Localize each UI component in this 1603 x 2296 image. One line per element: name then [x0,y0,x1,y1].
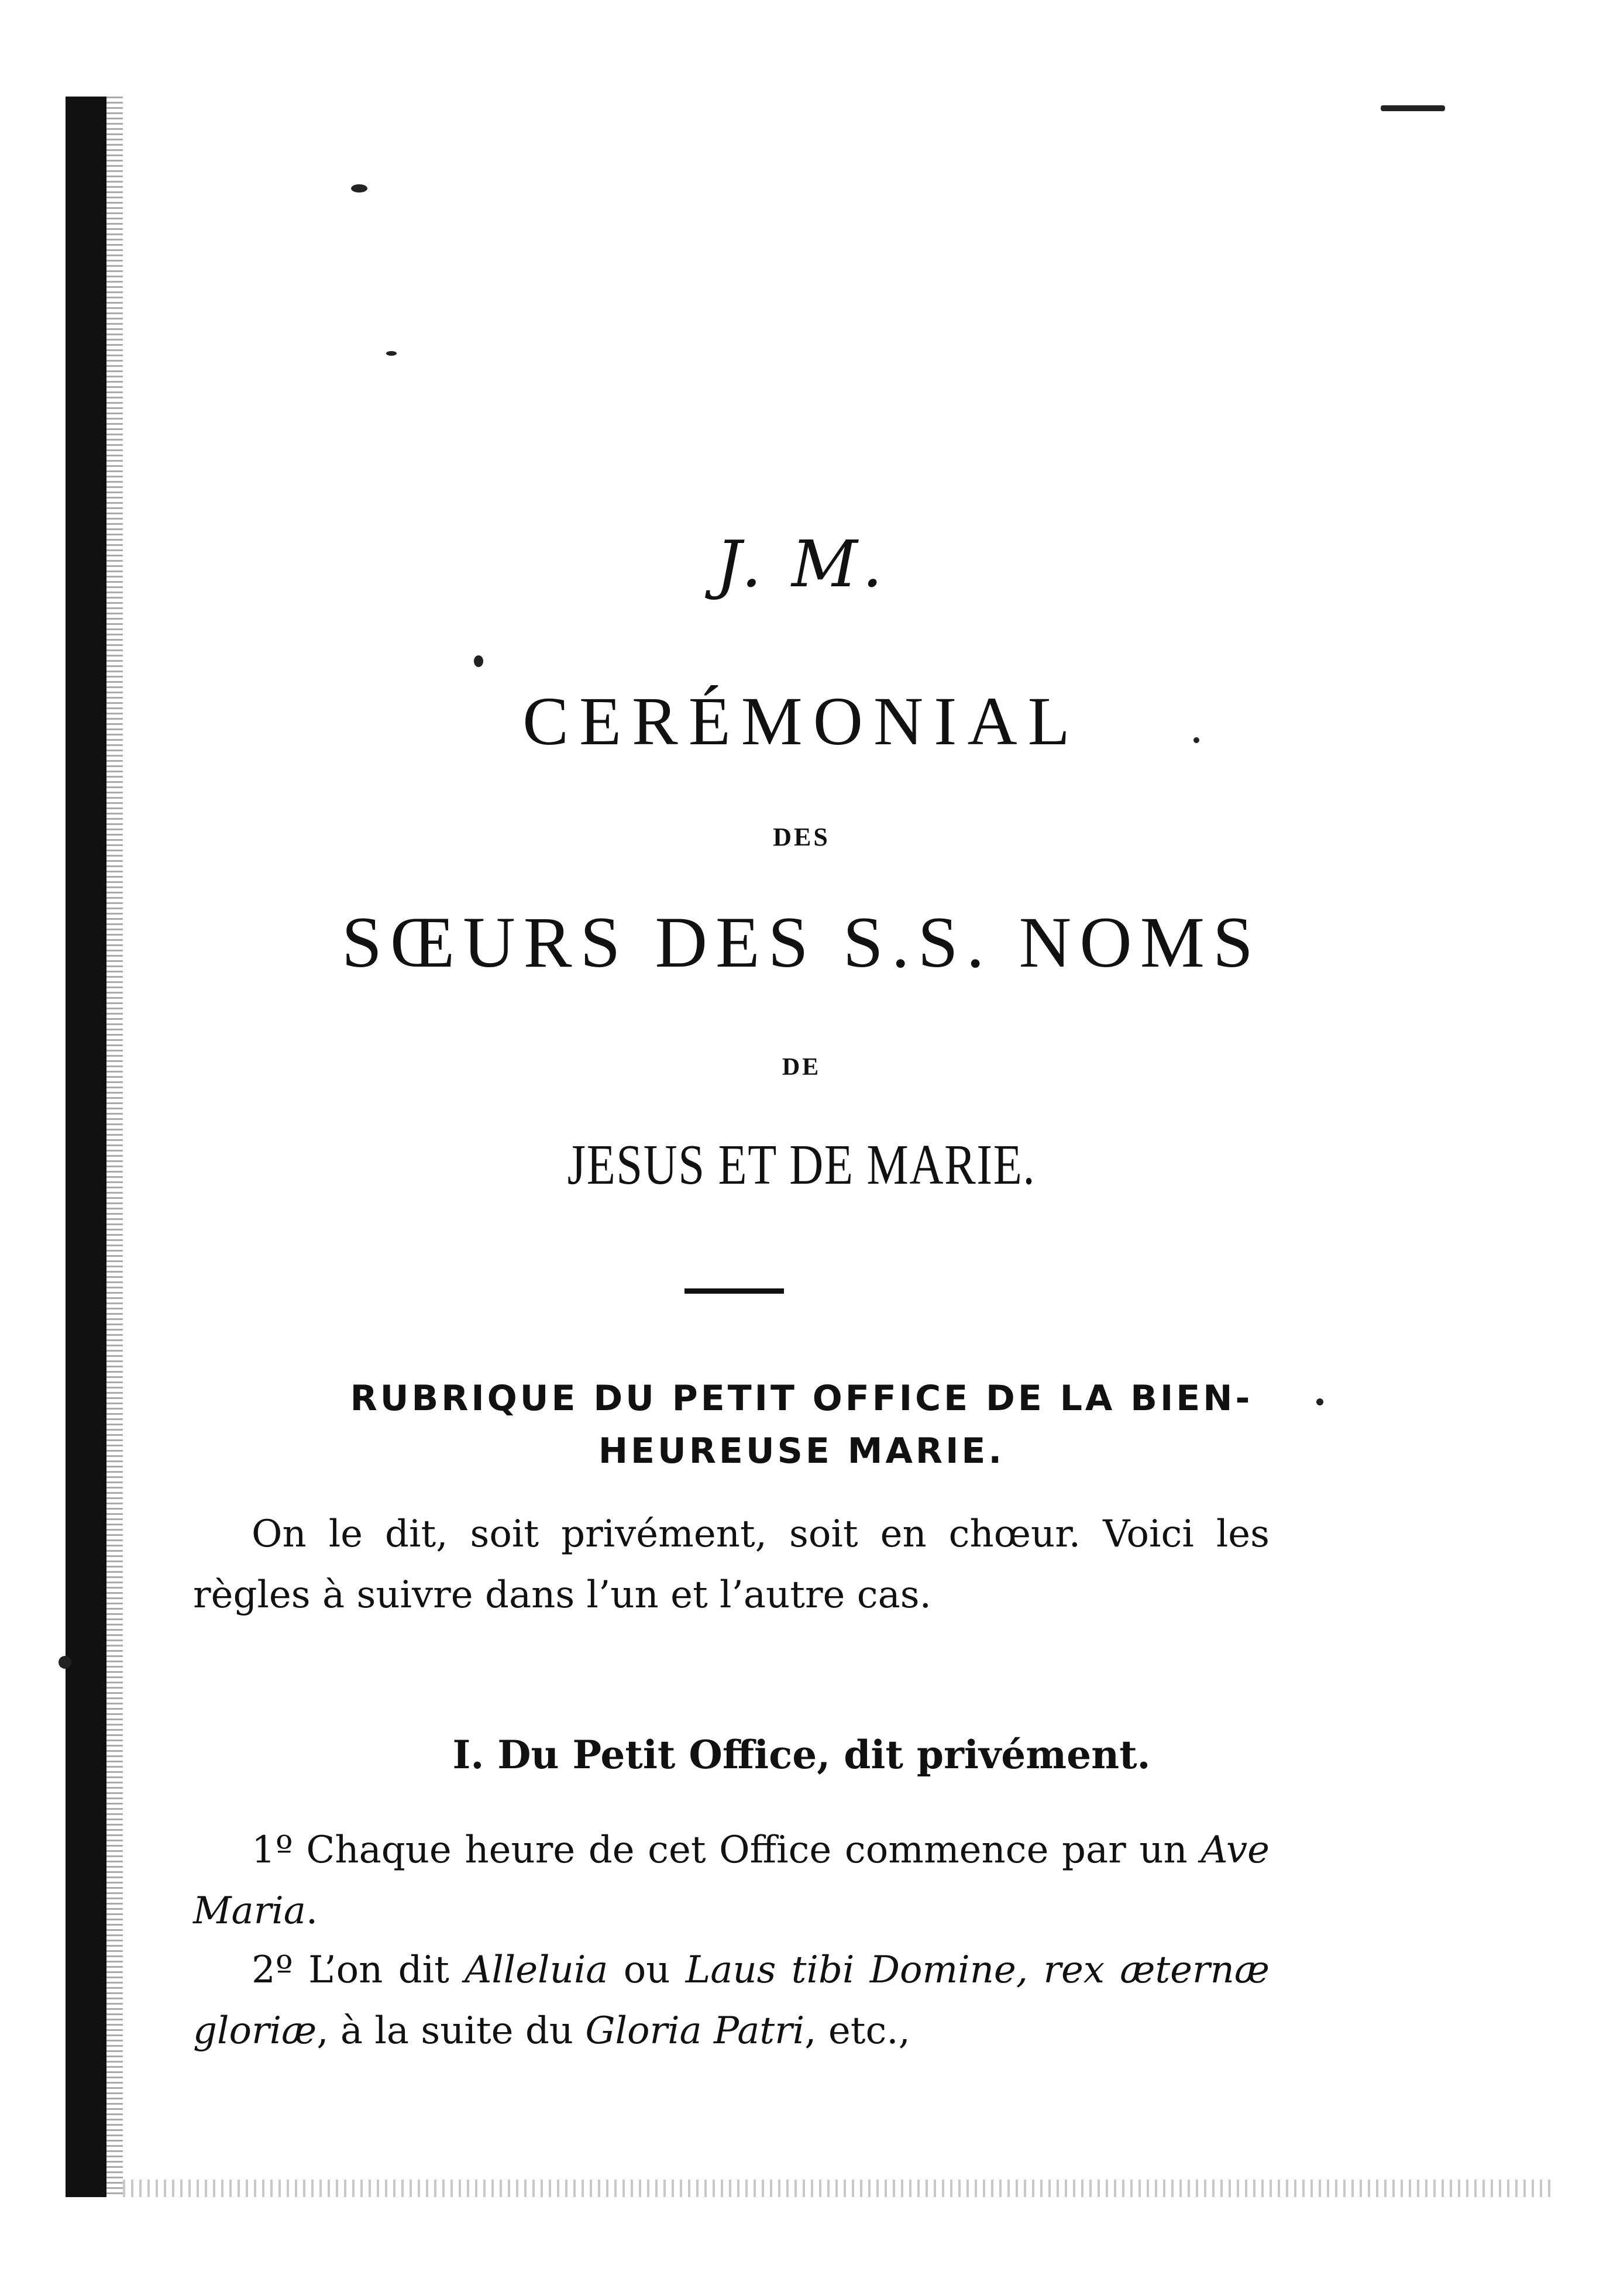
print-speck [474,655,483,667]
item-2-end: , etc., [804,2009,910,2053]
title-des: DES [773,823,830,851]
item-2-text: 2º L’on dit [252,1948,465,1992]
page-bottom-edge [123,2180,1556,2197]
section-heading: I. Du Petit Office, dit privément. [452,1732,1151,1778]
print-speck [1381,105,1445,111]
print-speck [351,184,367,193]
item-1-end: . [305,1889,318,1933]
title-line-1: CERÉMONIAL [522,683,1081,759]
monogram: J. M. [715,527,888,602]
title-de: DE [782,1054,821,1081]
print-speck [59,1656,71,1669]
title-line-3: JESUS ET DE MARIE. [567,1133,1036,1197]
item-2-paragraph [193,1940,1270,2061]
title-line-2: SŒURS DES S.S. NOMS [342,902,1261,982]
rubric-line-2: HEUREUSE MARIE. [598,1431,1005,1472]
binding-edge [106,97,123,2197]
title-divider [684,1288,784,1294]
intro-paragraph: On le dit, soit privément, soit en chœur. Voici les règles à suivre dans l’un et l’autre cas. [193,1513,1270,1617]
item-2-ou: ou [608,1948,686,1992]
item-2-gloria: Gloria Patri [585,2009,805,2053]
item-2-alleluia: Alleluia [465,1948,608,1992]
print-speck [386,351,397,356]
rubric-heading [0,1372,1603,1477]
item-2-laus: Laus tibi Domine, rex æternæ gloriæ [193,1948,1270,2053]
item-1-italic: Ave Maria [193,1828,1270,1933]
rubric-line-1: RUBRIQUE DU PETIT OFFICE DE LA BIEN- [350,1378,1253,1419]
item-2-suite: , à la suite du [317,2009,586,2053]
item-1-text: 1º Chaque heure de cet Office commence par un [252,1828,1201,1872]
binding-spine [66,97,106,2197]
item-1-paragraph [193,1820,1270,1941]
